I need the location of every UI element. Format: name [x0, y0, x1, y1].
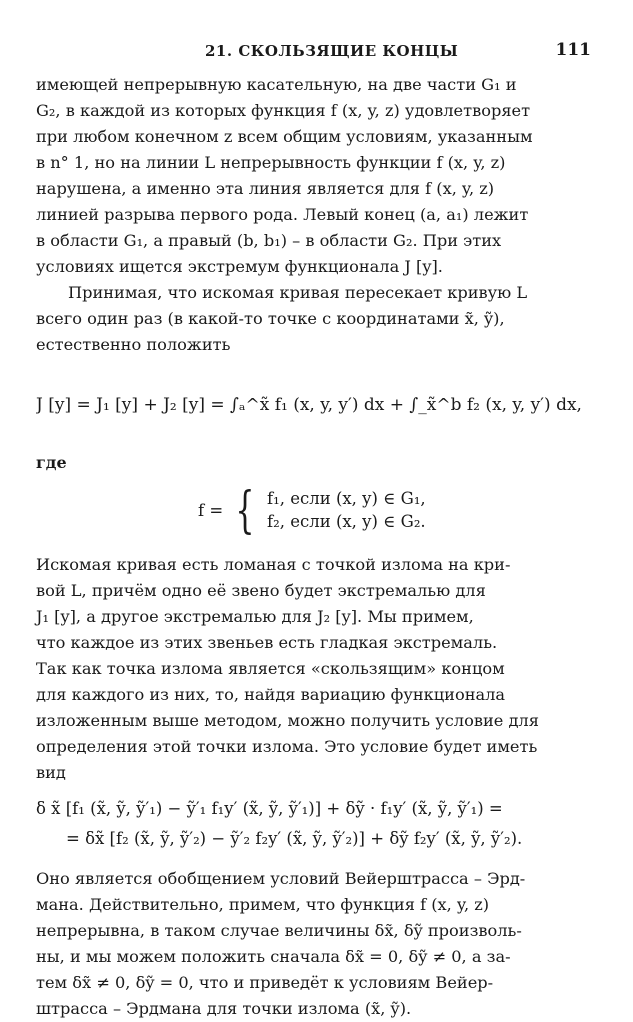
text-line: имеющей непрерывную касательную, на две части G₁ и [36, 75, 517, 94]
text-line: штрасса – Эрдмана для точки излома (x̃, ỹ). [36, 999, 412, 1018]
page-number: 111 [555, 40, 591, 60]
text-line: всего один раз (в какой-то точке с координатами x̃, ỹ), [36, 309, 505, 328]
text-line: в n° 1, но на линии L непрерывность функции f (x, y, z) [36, 153, 506, 172]
case-row-1: f₁, если (x, y) ∈ G₁, [267, 489, 426, 508]
case-row-2: f₂, если (x, y) ∈ G₂. [267, 512, 426, 531]
text-line: Принимая, что искомая кривая пересекает кривую L [68, 283, 528, 302]
cases-rows [267, 489, 426, 531]
label-where: где [36, 453, 67, 472]
text-line: что каждое из этих звеньев есть гладкая экстремаль. [36, 633, 498, 652]
text-line: вой L, причём одно её звено будет экстремалью для [36, 581, 486, 600]
text-line: Искомая кривая есть ломаная с точкой излома на кри- [36, 555, 511, 574]
text-line: в области G₁, а правый (b, b₁) – в области G₂. При этих [36, 231, 502, 250]
text-line: ны, и мы можем положить сначала δx̃ = 0, δỹ ≠ 0, а за- [36, 947, 511, 966]
text-line: непрерывна, в таком случае величины δx̃, δỹ произволь- [36, 921, 522, 940]
text-line: J₁ [y], а другое экстремалью для J₂ [y]. Мы примем, [36, 607, 474, 626]
text-line: условиях ищется экстремум функционала J [y]. [36, 257, 443, 276]
paragraph-3 [36, 552, 594, 786]
text-line: для каждого из них, то, найдя вариацию функционала [36, 685, 506, 704]
equation-functional: J [y] = J₁ [y] + J₂ [y] = ∫ₐ^x̃ f₁ (x, y, y′) dx + ∫_x̃^b f₂ (x, y, y′) dx, [36, 395, 582, 415]
paragraph-4 [36, 866, 594, 1022]
equation-corner-condition [36, 794, 594, 854]
text-line: Так как точка излома является «скользящим» концом [36, 659, 505, 678]
paragraph-1 [36, 72, 594, 280]
text-line: изложенным выше методом, можно получить условие для [36, 711, 539, 730]
text-line: тем δx̃ ≠ 0, δỹ = 0, что и приведёт к условиям Вейер- [36, 973, 494, 992]
page-body [36, 72, 594, 1022]
cases-lhs: f = [198, 500, 224, 520]
text-line: естественно положить [36, 335, 231, 354]
running-title: 21. СКОЛЬЗЯЩИЕ КОНЦЫ [205, 42, 459, 60]
left-brace: { [235, 481, 255, 539]
cases-definition [198, 480, 594, 540]
page-header [0, 38, 633, 64]
text-line: мана. Действительно, примем, что функция f (x, y, z) [36, 895, 490, 914]
equation-line-2: = δx̃ [f₂ (x̃, ỹ, ỹ′₂) − ỹ′₂ f₂y′ (x̃, ỹ, ỹ′₂)] + δỹ f₂y′ (x̃, ỹ, ỹ′₂). [66, 829, 523, 848]
text-line: определения этой точки излома. Это условие будет иметь [36, 737, 538, 756]
text-line: линией разрыва первого рода. Левый конец (a, a₁) лежит [36, 205, 529, 224]
text-line: G₂, в каждой из которых функция f (x, y, z) удовлетворяет [36, 101, 531, 120]
text-line: вид [36, 763, 66, 782]
text-line: Оно является обобщением условий Вейерштрасса – Эрд- [36, 869, 526, 888]
equation-line-1: δ x̃ [f₁ (x̃, ỹ, ỹ′₁) − ỹ′₁ f₁y′ (x̃, ỹ, ỹ′₁)] + δỹ · f₁y′ (x̃, ỹ, ỹ′₁) = [36, 799, 503, 818]
text-line: нарушена, а именно эта линия является для f (x, y, z) [36, 179, 495, 198]
text-line: при любом конечном z всем общим условиям, указанным [36, 127, 533, 146]
paragraph-2 [36, 280, 594, 358]
